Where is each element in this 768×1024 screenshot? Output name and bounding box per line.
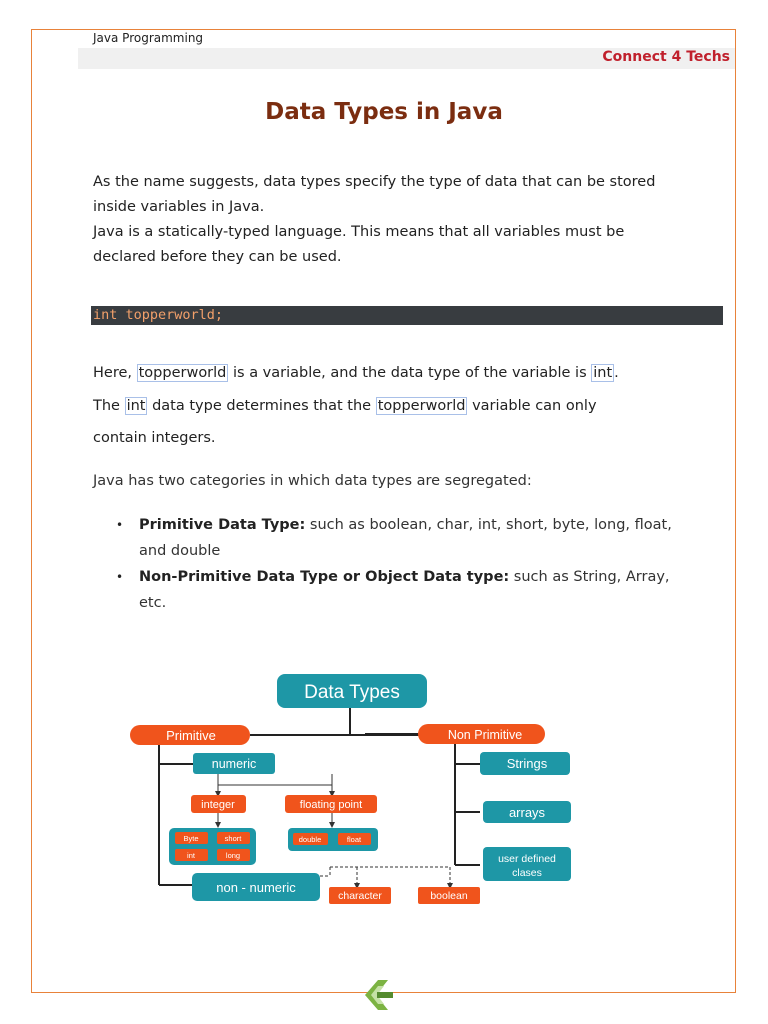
bullet-non-primitive: Non-Primitive Data Type or Object Data type: such as String, Array, etc.: [139, 569, 670, 611]
code-token: topperworld: [377, 398, 466, 414]
connect-4-techs-logo-icon: [360, 977, 396, 1013]
explain-line-3: contain integers.: [93, 430, 216, 446]
intro-line: As the name suggests, data types specify the type of data that can be stored: [93, 174, 656, 190]
bullet-dot: •: [116, 570, 124, 584]
node-primitive: [130, 725, 250, 745]
node-integer: [191, 795, 246, 813]
node-non-primitive: [418, 724, 545, 744]
node-user-defined-label-1: user defined: [498, 853, 556, 865]
node-root-label: Data Types: [304, 682, 400, 703]
type-short: short: [224, 834, 242, 843]
node-boolean: [418, 887, 480, 904]
node-non-primitive-label: Non Primitive: [447, 728, 523, 742]
node-integer-label: integer: [201, 799, 235, 811]
node-numeric-label: numeric: [211, 757, 257, 771]
intro-paragraph: [93, 170, 693, 270]
header-label: Java Programming: [93, 31, 204, 45]
node-user-defined-label-2: clases: [512, 867, 542, 879]
categories-intro: Java has two categories in which data types are segregated:: [93, 473, 532, 489]
intro-line: Java is a statically-typed language. This means that all variables must be: [93, 224, 625, 240]
bullet-primitive: Primitive Data Type: such as boolean, char, int, short, byte, long, float, and double: [139, 517, 672, 559]
node-floating-point: [285, 795, 377, 813]
page-title: Data Types in Java: [265, 99, 503, 125]
bullet-dot: •: [116, 518, 124, 532]
node-strings: [480, 752, 570, 775]
type-long: long: [225, 851, 241, 860]
bullet-heading: Non-Primitive Data Type or Object Data type:: [139, 569, 510, 585]
code-snippet: int topperworld;: [91, 306, 723, 325]
node-user-defined: [483, 847, 571, 881]
node-character: [329, 887, 391, 904]
node-non-numeric: [192, 873, 320, 901]
type-byte: Byte: [183, 834, 199, 843]
node-floating-point-label: floating point: [299, 799, 363, 811]
node-boolean-label: boolean: [430, 890, 468, 902]
node-numeric: [193, 753, 275, 774]
intro-line: inside variables in Java.: [93, 199, 265, 215]
code-token: int: [593, 365, 613, 381]
node-root: [277, 674, 427, 708]
type-double: double: [298, 835, 322, 844]
type-float: float: [346, 835, 362, 844]
node-integer-types: [169, 828, 256, 865]
code-token: topperworld: [138, 365, 227, 381]
data-types-diagram: [95, 660, 610, 910]
explain-line-1: Here, topperworld is a variable, and the data type of the variable is int .: [93, 365, 619, 381]
node-float-types: [288, 828, 378, 851]
code-token: int: [126, 398, 146, 414]
intro-line: declared before they can be used.: [93, 249, 342, 265]
brand-name: Connect 4 Techs: [602, 49, 730, 65]
bullet-heading: Primitive Data Type:: [139, 517, 306, 533]
explain-line-2: The int data type determines that the topperworld variable can only: [93, 398, 597, 414]
node-arrays-label: arrays: [508, 805, 546, 820]
node-arrays: [483, 801, 571, 823]
node-primitive-label: Primitive: [166, 728, 216, 743]
node-character-label: character: [338, 890, 382, 902]
type-int: int: [187, 851, 195, 860]
node-non-numeric-label: non - numeric: [216, 880, 296, 895]
node-strings-label: Strings: [506, 756, 548, 771]
